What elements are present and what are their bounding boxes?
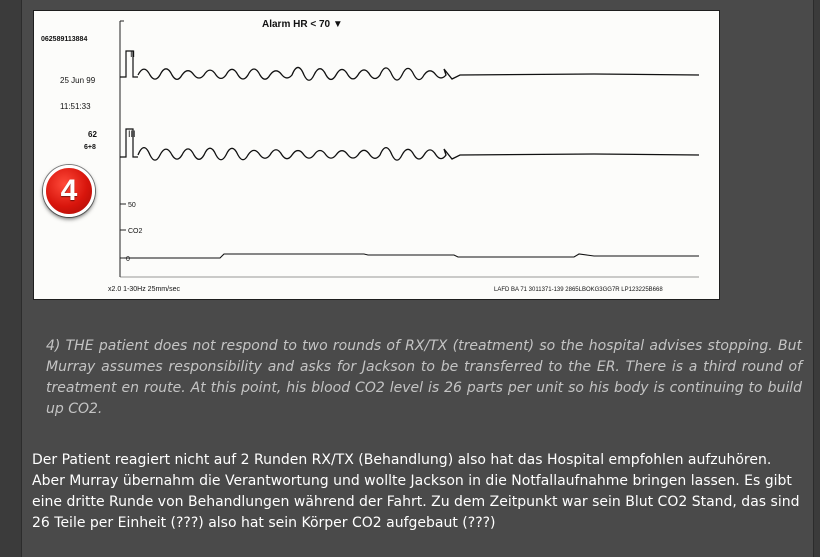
- caption-english: 4) THE patient does not respond to two rounds of RX/TX (treatment) so the hospital advises stopping. But Murray assumes responsibility and asks for Jackson to be transferred to the ER. There is a third round of treatment en route. At this point, his blood CO2 level is 26 parts per unit so his body is continuing to build up CO2.: [46, 338, 802, 417]
- footer-settings: x2.0 1-30Hz 25mm/sec: [108, 286, 180, 293]
- lead-iii-label: III: [128, 129, 136, 139]
- ecg-trace-lead-iii: [138, 148, 699, 161]
- co2-scale-50: 50: [128, 202, 136, 209]
- caption-german: Der Patient reagiert nicht auf 2 Runden RX/TX (Behandlung) also hat das Hospital empfohlen aufzuhören. Aber Murray übernahm die Verantwortung und wollte Jackson in die Notfallaufnahme bringen lassen. Es gibt eine dritte Runde von Behandlungen während der Fahrt. Zu dem Zeitpunkt war sein Blut CO2 Stand, das sind 26 Teile per Einheit (???) also hat sein Körper CO2 aufgebaut (???): [32, 452, 800, 531]
- footer-device-id: LAFD BA 71 3011371-139 2865LBOKG3GG7R LP123225B668: [494, 287, 663, 293]
- co2-scale-0: 0: [126, 256, 130, 263]
- co2-label: CO2: [128, 228, 143, 235]
- hr-value: 62: [88, 130, 97, 139]
- record-date: 25 Jun 99: [60, 76, 96, 85]
- step-number: 4: [60, 174, 78, 207]
- co2-trace: [124, 254, 699, 258]
- lead-ii-label: II: [130, 49, 136, 59]
- ecg-strip: [34, 11, 719, 299]
- ecg-trace-lead-ii: [138, 67, 699, 80]
- step-number-badge: [43, 165, 95, 217]
- calibration-pulse-top: [120, 51, 138, 77]
- record-time: 11:51:33: [60, 102, 91, 111]
- alarm-label: Alarm HR < 70 ▼: [262, 19, 343, 30]
- hr-sub: 6+8: [84, 144, 96, 151]
- ecg-printout-image: [33, 10, 720, 300]
- record-id: 062589113884: [41, 36, 88, 43]
